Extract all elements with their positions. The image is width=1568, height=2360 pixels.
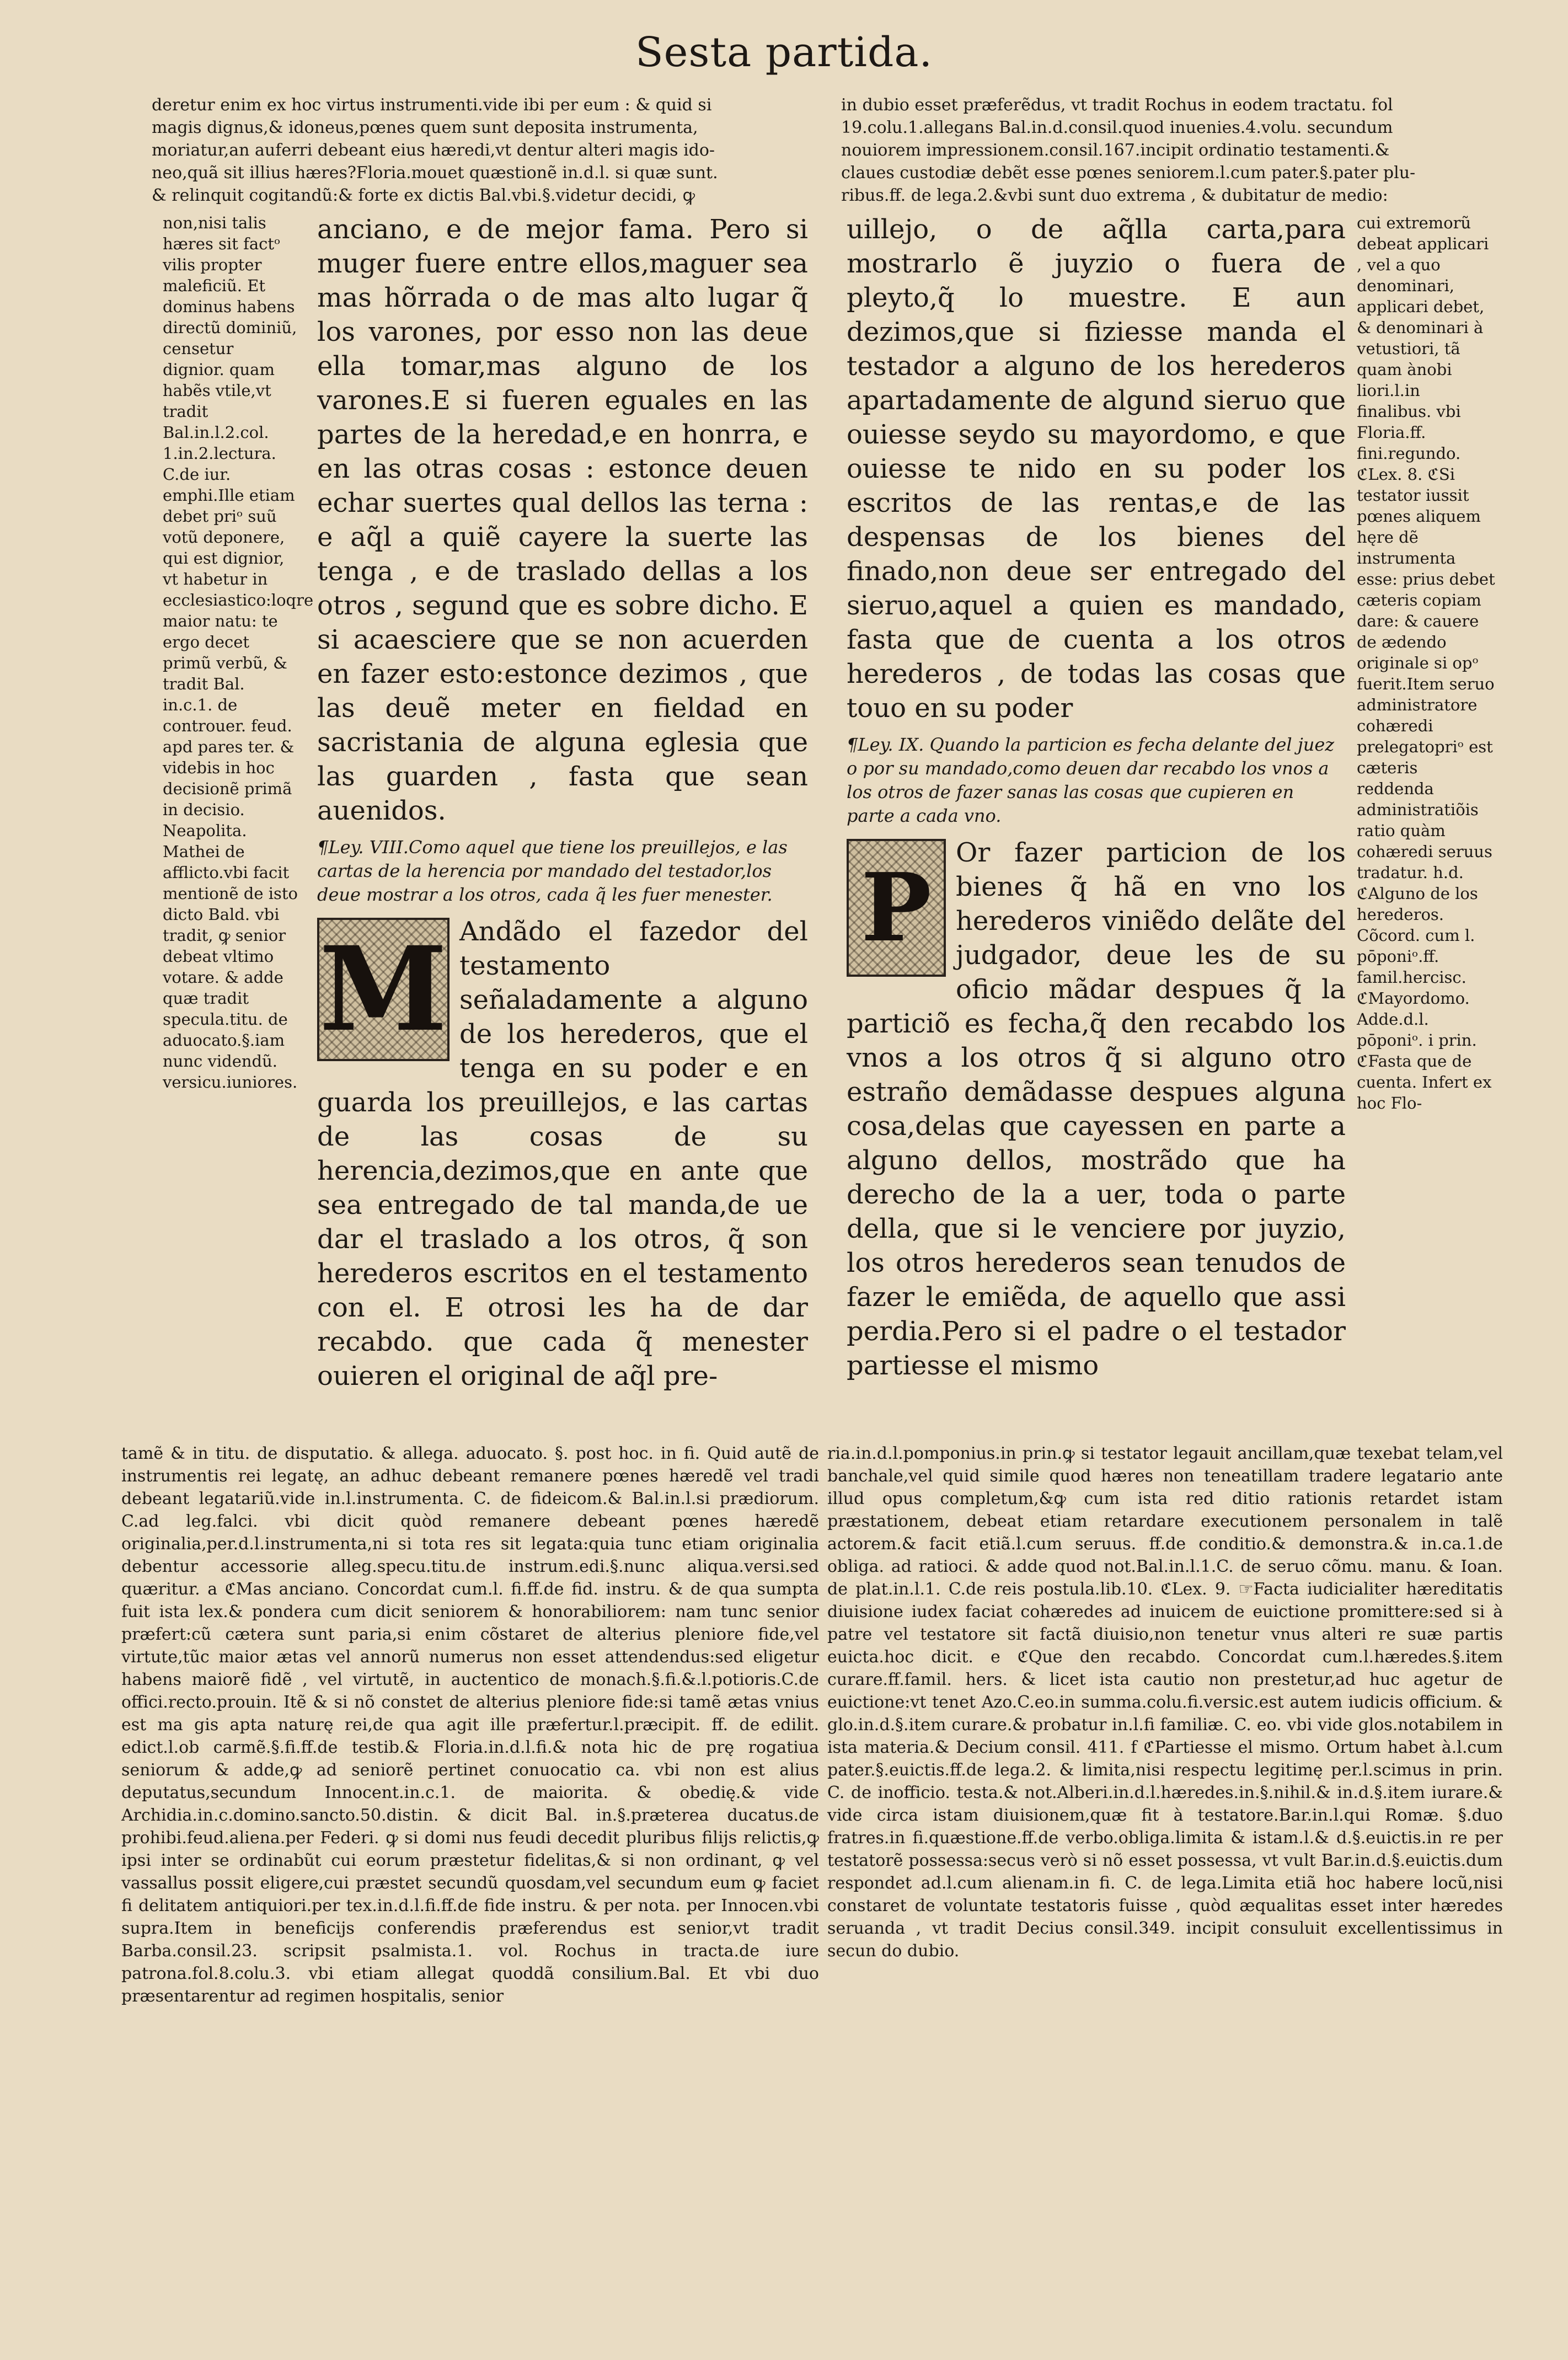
main-column-right (847, 212, 1346, 1439)
gloss-line: ribus.ff. de lega.2.&vbi sunt duo extrema , & dubitatur de medio: (841, 186, 1388, 205)
left-margin-gloss (163, 212, 314, 1428)
bottom-left-gloss (121, 1442, 819, 2325)
law-heading: ¶Ley. IX. Quando la particion es fecha delante del juez o por su mandado,como deuen dar recabdo los vnos a los otros de fazer sanas las cosas que cupieren en parte a cada vno. (847, 734, 1335, 826)
main-paragraph: Or fazer particion de los bienes q̃ hã en vno los herederos viniẽdo delãte del judgador, deue les de su oficio mãdar despues q̃ la particiõ es fecha,q̃ den recabdo los vnos a los otros q̃ si alguno otro estraño demãdasse despues alguna cosa,delas que cayessen en parte a alguno dellos, mostrãdo que ha derecho de la a uer, toda o parte della, que si le venciere por juyzio, los otros herederos sean tenudos de fazer le emiẽda, de aquello que assi perdia.Pero si el padre o el testador partiesse el mismo (847, 837, 1346, 1381)
gloss-line: neo,quã sit illius hæres?Floria.mouet quæstionẽ in.d.l. si quæ sunt. (152, 163, 718, 183)
decorated-initial: P (847, 839, 946, 977)
gloss-line: in dubio esset præferẽdus, vt tradit Rochus in eodem tractatu. fol (841, 95, 1393, 115)
margin-text: cui extremorũ debeat applicari , vel a quo denominari, applicari debet, & denominari à vetustiori, tã quam ànobi liori.l.in finalibus. vbi Floria.ff. fini.regundo. ℭLex. 8. ℭSi testator iussit pœnes aliquem hęre dẽ instrumenta esse: prius debet cæteris copiam dare: & cauere de ædendo originale si opᵒ fuerit.Item seruo administratore cohæredi prelegatopriᵒ est cæteris reddenda administratiõis ratio quàm cohæredi seruus tradatur. h.d. ℭAlguno de los herederos. Cõcord. cum l. pōponiᵒ.ff. famil.hercisc. ℭMayordomo. Adde.d.l. pōponiᵒ. i prin. ℭFasta que de cuenta. Infert ex hoc Flo- (1357, 213, 1495, 1112)
gloss-line: claues custodiæ debẽt esse pœnes seniorem.l.cum pater.§.pater plu- (841, 163, 1416, 183)
main-column-left (317, 212, 808, 1439)
main-paragraph: anciano, e de mejor fama. Pero si muger fuere entre ellos,maguer sea mas hõrrada o de mas alto lugar q̃ los varones, por esso non las deue ella tomar,mas alguno de los varones.E si fueren eguales en las partes de la heredad,e en honrra, e en las otras cosas : estonce deuen echar suertes qual dellos las terna : e aq̃l a quiẽ cayere la suerte las tenga , e de traslado dellas a los otros , segund que es sobre dicho. E si acaesciere que se non acuerden en fazer esto:estonce dezimos , que las deuẽ meter en fieldad en sacristania de alguna eglesia que las guarden , fasta que sean auenidos. (317, 214, 808, 826)
right-margin-gloss (1357, 212, 1497, 1439)
law-heading: ¶Ley. VIII.Como aquel que tiene los preuillejos, e las cartas de la herencia por mandado del testador,los deue mostrar a los otros, cada q̃ les fuer menester. (317, 837, 788, 905)
gloss-line: deretur enim ex hoc virtus instrumenti.vide ibi per eum : & quid si (152, 95, 712, 115)
gloss-text: tamẽ & in titu. de disputatio. & allega. aduocato. §. post hoc. in fi. Quid autẽ de instrumentis rei legatę, an adhuc debeant remanere pœnes hæredẽ vel tradi debeant legatariũ.vide in.l.instrumenta. C. de fideicom.& Bal.in.l.si prædiorum. C.ad leg.falci. vbi dicit quòd remanere debeant pœnes hæredẽ originalia,per.d.l.instrumenta,ni si tota res sit legata:quia tunc etiam originalia debentur accessorie alleg.specu.titu.de instrum.edi.§.nunc aliqua.versi.sed quæritur. a ℭMas anciano. Concordat cum.l. fi.ff.de fid. instru. & de qua sumpta fuit ista lex.& pondera cum dicit seniorem & honorabiliorem: nam tunc senior præfert:cũ cætera sunt paria,si enim cõstaret de alterius pleniore fide,vel virtute,tũc maior ætas vel annorũ numerus non esset attendendus:sed eligetur habens maiorẽ fidẽ , vel virtutẽ, in auctentico de monach.§.fi.&.l.potioris.C.de offici.recto.prouin. Itẽ & si nõ constet de alterius pleniore fide:si tamẽ ætas vnius est ma gis apta naturę rei,de qua agit ille præfertur.l.præcipit. ff. de edilit. edict.l.ob carmẽ.§.fi.ff.de testib.& Floria.in.d.l.fi.& nota hic de prę rogatiua seniorum & adde,ꝙ ad seniorẽ pertinet conuocatio ca. vbi non est alius deputatus,secundum Innocent.in.c.1. de maiorita. & obedię.& vide Archidia.in.c.domino.sancto.50.distin. & dicit Bal. in.§.præterea ducatus.de prohibi.feud.aliena.per Federi. ꝙ si domi nus feudi decedit pluribus filijs relictis,ꝙ ipsi inter se ordinabũt cui eorum præstetur fidelitas,& si non ordinant, ꝙ vel vassallus possit eligere,cui præstet secundũ quosdam,vel secundum eum ꝙ faciet fi delitatem antiquiori.per tex.in.d.l.fi.ff.de fide instru. & per nota. per Innocen.vbi supra.Item in beneficijs conferendis præferendus est senior,vt tradit Barba.consil.23. scripsit psalmista.1. vol. Rochus in tracta.de iure patrona.fol.8.colu.3. vbi etiam allegat quoddã consilium.Bal. Et vbi duo præsentarentur ad regimen hospitalis, senior (121, 1444, 819, 2006)
decorated-initial: M (317, 918, 449, 1061)
gloss-line: magis dignus,& idoneus,pœnes quem sunt deposita instrumenta, (152, 118, 698, 137)
gloss-text: ria.in.d.l.pomponius.in prin.ꝙ si testator legauit ancillam,quæ texebat telam,vel banchale,vel quid simile quod hæres non teneatillam tradere legatario ante illud opus completum,&ꝙ cum ista red ditio rationis retardet istam præstationem, debeat etiam retardare executionem personalem in talẽ actorem.& facit etiã.l.cum seruus. ff.de conditio.& demonstra.& in.ca.1.de obliga. ad ratioci. & adde quod not.Bal.in.l.1.C. de seruo cõmu. manu. & Ioan. de plat.in.l.1. C.de reis postula.lib.10. ℭLex. 9. ☞Facta iudicialiter hæreditatis diuisione iudex faciat cohæredes ad inuicem de euictione promittere:sed si à patre vel testatore sit factã diuisio,non tenetur vnus alteri re suæ partis euicta.hoc dicit. e ℭQue den recabdo. Concordat cum.l.hæredes.§.item curare.ff.famil. hers. & licet ista cautio non prestetur,ad huc agetur de euictione:vt tenet Azo.C.eo.in summa.colu.fi.versic.est autem iudicis officium. & glo.in.d.§.item curare.& probatur in.l.fi familiæ. C. eo. vbi vide glos.notabilem in ista materia.& Decium consil. 411. f ℭPartiesse el mismo. Ortum habet à.l.cum pater.§.euictis.ff.de lega.2. & limita,nisi respectu legitimę per.l.scimus in prin. C. de inofficio. testa.& not.Alberi.in.d.l.hæredes.in.§.nihil.& in.d.§.item iurare.& vide circa istam diuisionem,quæ fit à testatore.Bar.in.l.qui Romæ. §.duo fratres.in fi.quæstione.ff.de verbo.obliga.limita & istam.l.& d.§.euictis.in re per testatorẽ possessa:secus verò si nõ esset possessa, vt vult Bar.in.d.§.euictis.dum respondet ad.l.cum alienam.in fi. C. de lega.Limita etiã hoc habere locũ,nisi constaret de voluntate testatoris fuisse , quòd æqualitas esset inter hæredes seruanda , vt tradit Decius consil.349. incipit consuluit excellentissimus in secun do dubio. (827, 1444, 1503, 1961)
gloss-line: moriatur,an auferri debeant eius hæredi,vt dentur alteri magis ido- (152, 141, 715, 160)
top-left-gloss (152, 94, 819, 212)
gloss-line: nouiorem impressionem.consil.167.incipit ordinatio testamenti.& (841, 141, 1390, 160)
gloss-line: & relinquit cogitandũ:& forte ex dictis Bal.vbi.§.videtur decidi, ꝙ (152, 186, 695, 205)
main-paragraph: Andãdo el fazedor del testamento señaladamente a alguno de los herederos, que el tenga en su poder e en guarda los preuillejos, e las cartas de las cosas de su herencia,dezimos,que en ante que sea entregado de tal manda,de ue dar el traslado a los otros, q̃ son herederos escritos en el testamento con el. E otrosi les ha de dar recabdo. que cada q̃ menester ouieren el original de aq̃l pre- (317, 916, 808, 1392)
main-paragraph: uillejo, o de aq̃lla carta,para mostrarlo ẽ juyzio o fuera de pleyto,q̃ lo muestre. E aun dezimos,que si fiziesse manda el testador a alguno de los herederos apartadamente de algund sieruo que ouiesse seydo su mayordomo, e que ouiesse te nido en su poder los escritos de las rentas,e de las despensas de los bienes del finado,non deue ser entregado del sieruo,aquel a quien es mandado, fasta que de cuenta a los otros herederos , de todas las cosas que touo en su poder (847, 214, 1346, 724)
margin-text: non,nisi talis hæres sit factᵒ vilis propter maleficiũ. Et dominus habens directũ dominiũ, censetur dignior. quam habẽs vtile,vt tradit Bal.in.l.2.col. 1.in.2.lectura. C.de iur. emphi.Ille etiam debet priᵒ suũ votũ deponere, qui est dignior, vt habetur in ecclesiastico:loqre maior natu: te ergo decet primũ verbũ, & tradit Bal. in.c.1. de controuer. feud. apd pares ter. & videbis in hoc decisionẽ primã in decisio. Neapolita. Mathei de afflicto.vbi facit mentionẽ de isto dicto Bald. vbi tradit, ꝙ senior debeat vltimo votare. & adde quæ tradit specula.titu. de aduocato.§.iam nunc videndũ. versicu.iuniores. (163, 213, 314, 1091)
gloss-line: 19.colu.1.allegans Bal.in.d.consil.quod inuenies.4.volu. secundum (841, 118, 1393, 137)
bottom-right-gloss (827, 1442, 1503, 2325)
page-title: Sesta partida. (635, 29, 933, 76)
top-right-gloss (841, 94, 1495, 212)
